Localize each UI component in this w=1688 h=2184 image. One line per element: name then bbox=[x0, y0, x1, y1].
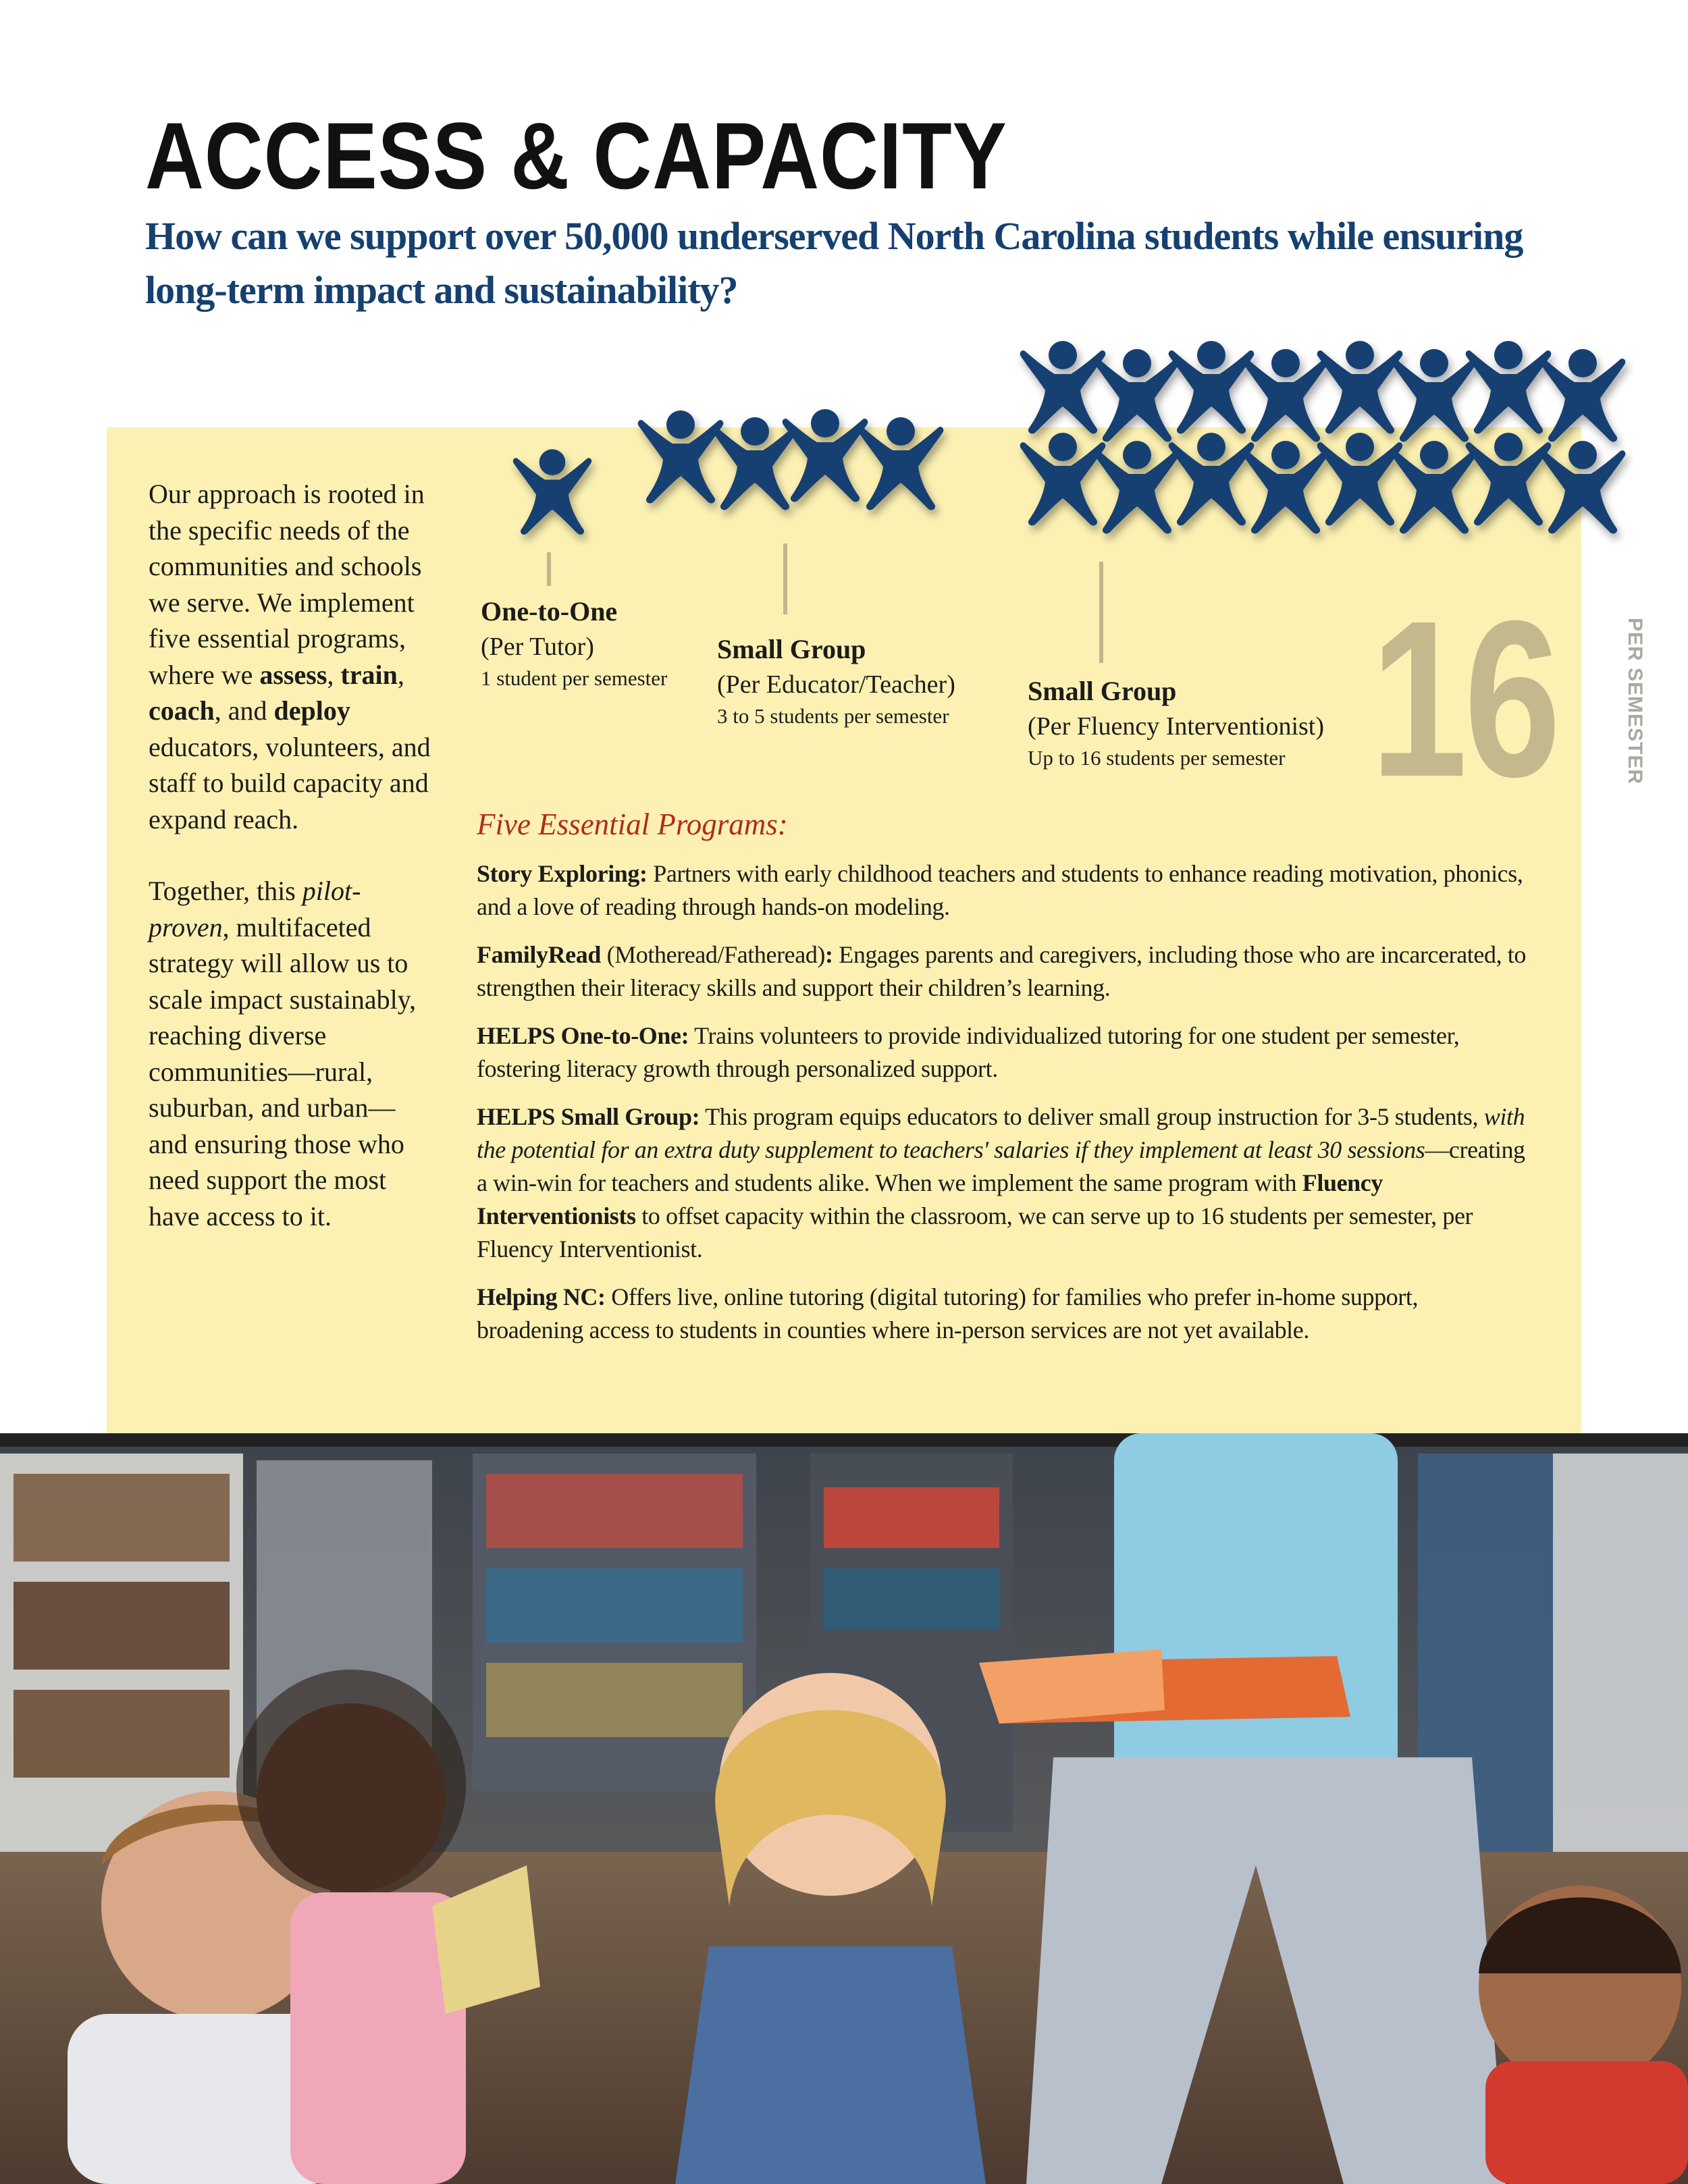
connector-one-to-one bbox=[547, 552, 551, 586]
program-helping-nc: Helping NC: Offers live, online tutoring (digital tutoring) for families who prefer in-home support, broadening access to students in counties where in-person services are not yet available. bbox=[477, 1283, 1419, 1343]
connector-small-group-fluency bbox=[1099, 562, 1103, 663]
capacity-label-small-group-educator bbox=[717, 632, 955, 730]
intro-paragraph-1: Our approach is rooted in the specific needs of the communities and schools we serve. We implement five essential programs, where we assess, train, coach, and deploy educators, volunteers, and staff to build capacity and expand reach. bbox=[149, 479, 431, 834]
capacity-label-one-to-one bbox=[481, 594, 667, 693]
capacity-note: Up to 16 students per semester bbox=[1028, 746, 1286, 770]
program-helps-small-group: HELPS Small Group: This program equips educators to deliver small group instruction for 3-5 students, with the potential for an extra duty supplement to teachers' salaries if they implement at least 30 sessions—creating a win-win for teachers and students alike. When we implement the same program with Fluency Interventionists to offset capacity within the classroom, we can serve up to 16 students per semester, per Fluency Interventionist. bbox=[477, 1103, 1525, 1262]
capacity-role: (Per Educator/Teacher) bbox=[717, 670, 955, 699]
programs-list bbox=[477, 857, 1530, 1362]
big-number: 16 bbox=[1371, 574, 1558, 823]
page-subtitle: How can we support over 50,000 underserved North Carolina students while ensuring long-term impact and sustainability? bbox=[145, 214, 1523, 312]
connector-small-group-educator bbox=[783, 543, 787, 614]
student-figure-icon bbox=[1317, 341, 1403, 433]
student-figure-icon bbox=[1466, 341, 1552, 433]
student-figure-icon bbox=[1020, 341, 1106, 433]
capacity-title: Small Group bbox=[717, 634, 866, 664]
capacity-label-small-group-fluency bbox=[1028, 674, 1324, 772]
capacity-role: (Per Fluency Interventionist) bbox=[1028, 712, 1325, 741]
capacity-role: (Per Tutor) bbox=[481, 633, 594, 661]
per-semester-label: PER SEMESTER bbox=[1624, 618, 1646, 785]
capacity-title: Small Group bbox=[1028, 676, 1177, 706]
intro-text bbox=[149, 476, 432, 1270]
capacity-note: 1 student per semester bbox=[481, 666, 668, 690]
classroom-photo bbox=[0, 1433, 1688, 2184]
program-helps-one-to-one: HELPS One-to-One: Trains volunteers to provide individualized tutoring for one student per semester, fostering literacy growth through personalized support. bbox=[477, 1022, 1460, 1082]
student-figure-icon bbox=[1169, 341, 1255, 433]
programs-heading: Five Essential Programs: bbox=[477, 807, 788, 841]
page-title: ACCESS & CAPACITY bbox=[145, 103, 1007, 209]
program-familyread: FamilyRead (Motheread/Fatheread): Engages parents and caregivers, including those who are incarcerated, to strengthen their literacy skills and support their children’s learning. bbox=[477, 941, 1526, 1001]
intro-paragraph-2: Together, this pilot-proven, multifaceted strategy will allow us to scale impact sustainably, reaching diverse communities—rural, suburban, and urban—and ensuring those who need support the most have access to it. bbox=[149, 876, 417, 1231]
capacity-title: One-to-One bbox=[481, 596, 618, 627]
program-story-exploring: Story Exploring: Partners with early childhood teachers and students to enhance reading motivation, phonics, and a love of reading through hands-on modeling. bbox=[477, 860, 1523, 920]
capacity-note: 3 to 5 students per semester bbox=[717, 704, 949, 728]
children-reading-photo bbox=[0, 1433, 1688, 2184]
